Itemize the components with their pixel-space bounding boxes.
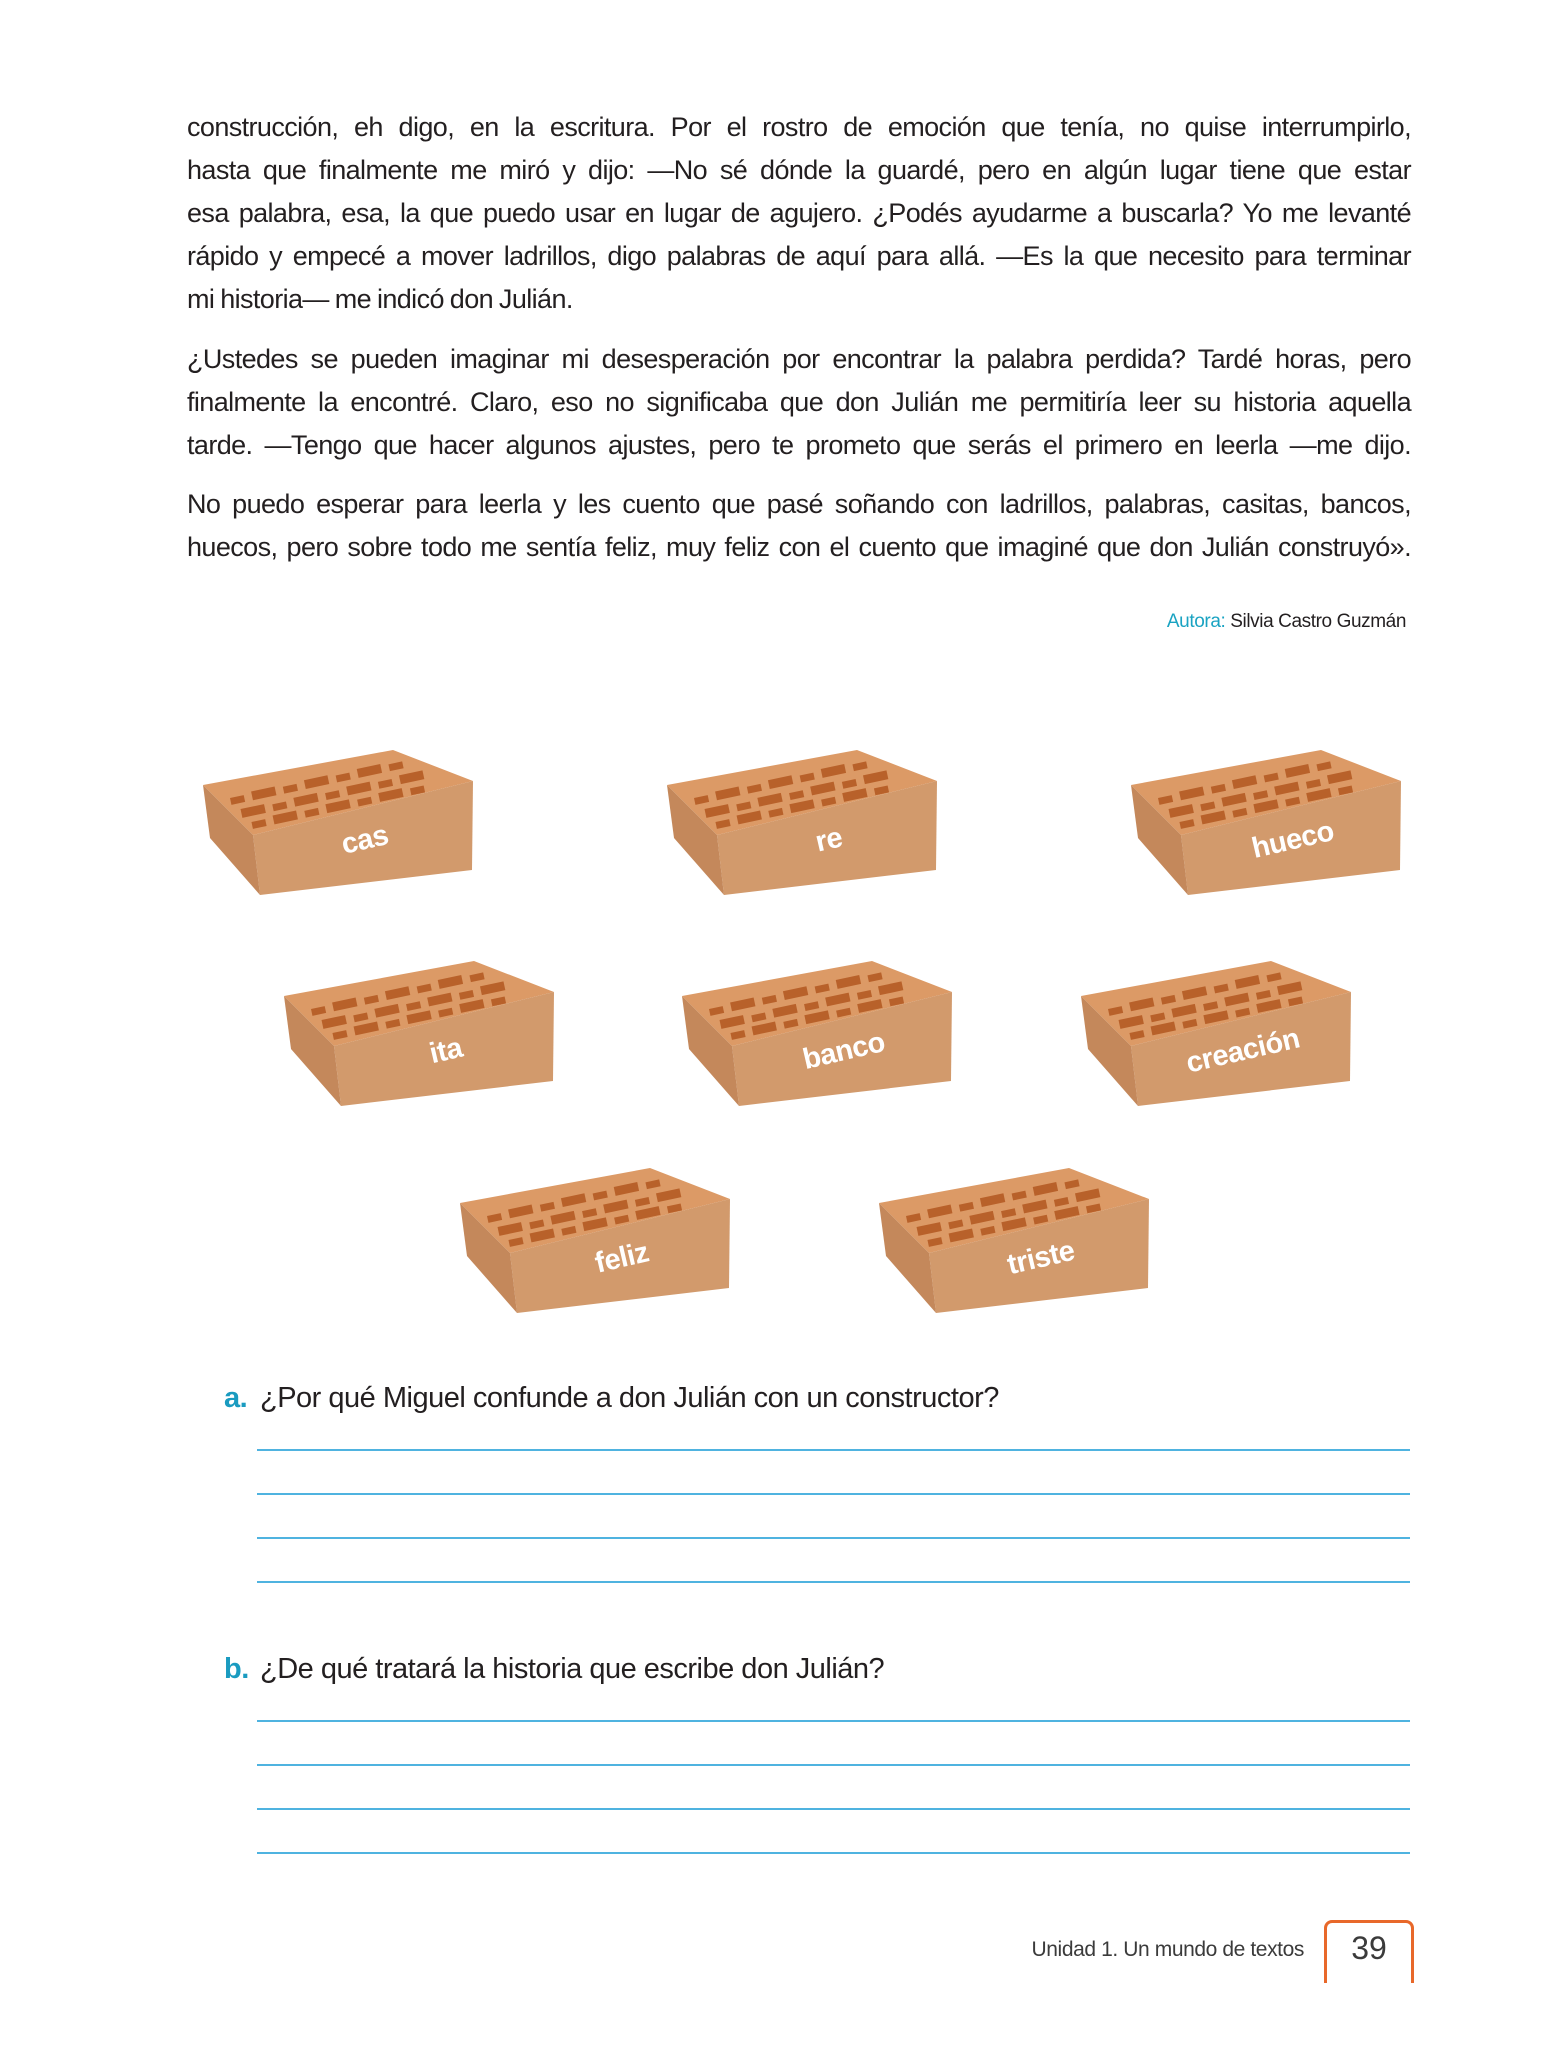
word-brick [190, 738, 468, 891]
brick-word: feliz [592, 1236, 652, 1280]
word-brick [1118, 738, 1396, 891]
answer-line[interactable] [257, 1537, 1410, 1539]
word-brick [1068, 949, 1346, 1102]
answer-line[interactable] [257, 1581, 1410, 1583]
text-line: huecos, pero sobre todo me sentía feliz, muy feliz con el cuento que imaginé que don Julián construyó». [187, 532, 1411, 562]
question-letter: b. [224, 1653, 249, 1685]
author-name: Silvia Castro Guzmán [1230, 611, 1406, 632]
author-label: Autora: [1166, 611, 1226, 632]
text-line: esa palabra, esa, la que puedo usar en lugar de agujero. ¿Podés ayudarme a buscarla? Yo me levanté [187, 198, 1411, 228]
text-line: No puedo esperar para leerla y les cuento que pasé soñando con ladrillos, palabras, casitas, bancos, [187, 489, 1411, 519]
question-a [224, 1382, 999, 1415]
brick-word: cas [338, 819, 392, 861]
text-line: construcción, eh digo, en la escritura. Por el rostro de emoción que tenía, no quise interrumpirlo, [187, 112, 1411, 142]
text-line: hasta que finalmente me miró y dijo: —No sé dónde la guardé, pero en algún lugar tiene que estar [187, 155, 1411, 185]
brick-word: banco [799, 1026, 888, 1076]
answer-line[interactable] [257, 1720, 1410, 1722]
text-line: finalmente la encontré. Claro, eso no significaba que don Julián me permitiría leer su historia aquella [187, 387, 1411, 417]
text-line: mi historia— me indicó don Julián. [187, 284, 573, 314]
word-brick [669, 949, 947, 1102]
brick-word: triste [1004, 1234, 1078, 1282]
answer-line[interactable] [257, 1449, 1410, 1451]
answer-line[interactable] [257, 1764, 1410, 1766]
word-brick [866, 1156, 1144, 1309]
story-paragraph-3 [187, 483, 1411, 569]
question-text: ¿Por qué Miguel confunde a don Julián con un constructor? [260, 1382, 999, 1414]
brick-word: ita [426, 1031, 466, 1071]
question-text: ¿De qué tratará la historia que escribe don Julián? [260, 1653, 885, 1685]
page-number: 39 [1324, 1920, 1414, 1983]
story-paragraph-1 [187, 106, 1411, 321]
question-letter: a. [224, 1382, 248, 1414]
question-b [224, 1653, 884, 1686]
brick-word: re [812, 821, 846, 859]
brick-word: hueco [1248, 815, 1337, 865]
word-brick [447, 1156, 725, 1309]
text-line: rápido y empecé a mover ladrillos, digo palabras de aquí para allá. —Es la que necesito para terminar [187, 241, 1411, 271]
answer-line[interactable] [257, 1493, 1410, 1495]
story-paragraph-2 [187, 338, 1411, 467]
unit-title: Unidad 1. Un mundo de textos [1031, 1938, 1304, 1961]
text-line: tarde. —Tengo que hacer algunos ajustes, pero te prometo que serás el primero en leerla —me dijo. [187, 430, 1411, 460]
word-brick [654, 738, 932, 891]
text-line: ¿Ustedes se pueden imaginar mi desesperación por encontrar la palabra perdida? Tardé horas, pero [187, 344, 1411, 374]
brick-word: creación [1183, 1022, 1303, 1080]
answer-line[interactable] [257, 1852, 1410, 1854]
author-credit [1167, 611, 1406, 633]
answer-line[interactable] [257, 1808, 1410, 1810]
word-brick [271, 949, 549, 1102]
